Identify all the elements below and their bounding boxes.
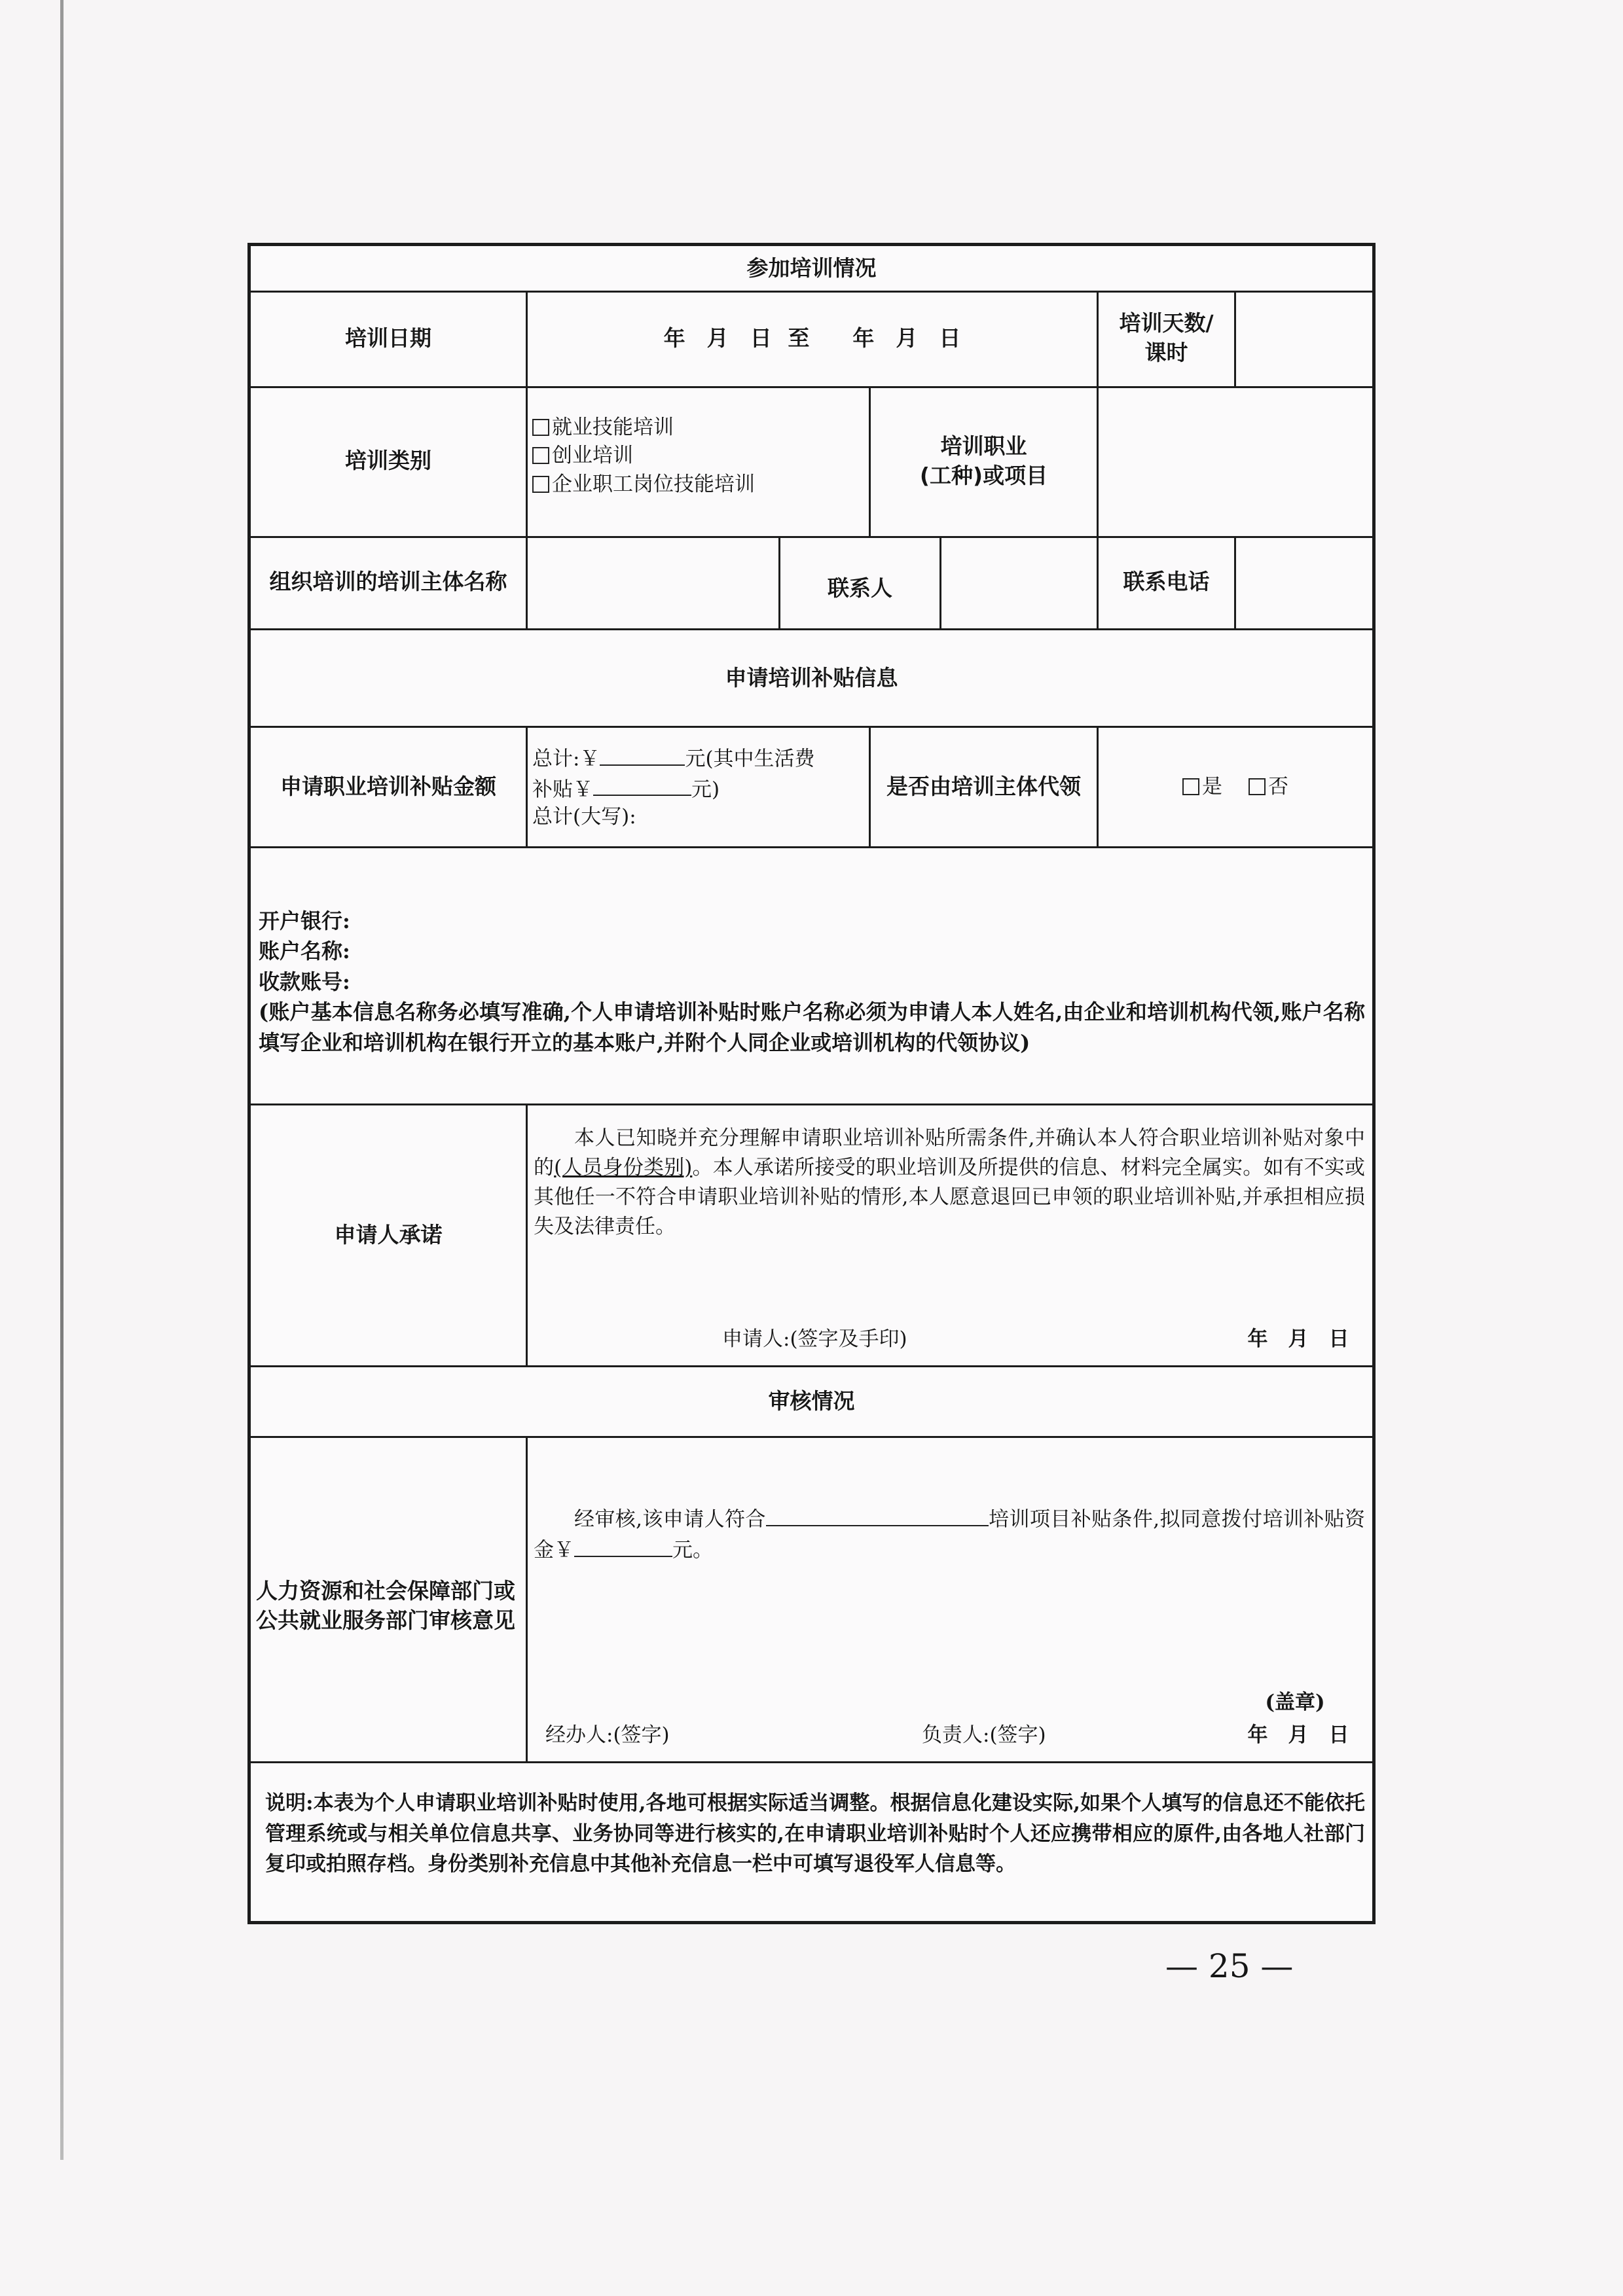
total-amount-input[interactable]	[600, 743, 685, 766]
section-title-review: 审核情况	[768, 1388, 855, 1414]
contact-label: 联系人	[828, 575, 892, 601]
training-occupation-label-line2: (工种)或项目	[919, 462, 1048, 488]
explanatory-note: 说明:本表为个人申请职业培训补贴时使用,各地可根据实际适当调整。根据信息化建设实际,如果个人填写的信息还不能依托管理系统或与相关单位信息共享、业务协同等进行核实的,在申请职业培训补贴时个人还应携带相应的原件,由各地人社部门复印或拍照存档。身份类别补充信息中其他补充信息一栏中可填写退役军人信息等。	[265, 1791, 1365, 1876]
checkbox-icon	[532, 476, 549, 493]
rule	[526, 1103, 528, 1365]
training-occupation-label	[871, 386, 1097, 536]
phone-field[interactable]	[1236, 536, 1372, 628]
pledge-date[interactable]: 年 月 日	[1247, 1327, 1349, 1351]
section-title-subsidy: 申请培训补贴信息	[725, 664, 898, 691]
training-date-label: 培训日期	[345, 325, 431, 351]
checkbox-icon	[532, 447, 549, 464]
training-subsidy-form	[247, 243, 1376, 1924]
binding-edge	[60, 0, 64, 2160]
contact-field[interactable]	[941, 536, 1097, 628]
training-days-label	[1099, 291, 1234, 386]
bank-account-block	[259, 848, 1365, 1103]
option-enterprise-post-skills[interactable]: 企业职工岗位技能培训	[532, 471, 755, 499]
rule	[526, 1436, 528, 1761]
responsible-signature[interactable]: 负责人:(签字)	[922, 1723, 1046, 1747]
approved-amount-input[interactable]	[574, 1534, 672, 1557]
page-number: — 25 —	[1165, 1947, 1294, 1985]
training-occupation-label-line1: 培训职业	[940, 433, 1027, 459]
bank-note: (账户基本信息名称务必填写准确,个人申请培训补贴时账户名称必须为申请人本人姓名,由企业和培训机构代领,账户名称填写企业和培训机构在银行开立的基本账户,并附个人同企业或培训机构的代领协议)	[259, 999, 1365, 1055]
review-date[interactable]: 年 月 日	[1247, 1723, 1349, 1747]
training-category-options	[532, 386, 869, 536]
training-days-label-line1: 培训天数/	[1119, 310, 1214, 336]
pledge-label: 申请人承诺	[334, 1222, 443, 1248]
living-subsidy-input[interactable]	[593, 774, 691, 797]
option-employment-skills[interactable]: 就业技能培训	[532, 414, 674, 442]
training-days-field[interactable]	[1236, 291, 1372, 386]
account-name-field[interactable]: 账户名称:	[259, 939, 350, 964]
rule	[526, 726, 528, 846]
bank-field[interactable]: 开户银行:	[259, 908, 350, 933]
subsidy-amount-fields: 总计:￥ 元(其中生活费 补贴￥ 元) 总计(大写):	[532, 728, 869, 846]
applicant-signature[interactable]: 申请人:(签字及手印)	[722, 1327, 907, 1351]
section-title-training: 参加培训情况	[746, 255, 877, 281]
option-entrepreneurship[interactable]: 创业培训	[532, 442, 633, 470]
checkbox-icon	[1249, 778, 1266, 795]
checkbox-icon	[532, 419, 549, 436]
proxy-collect-options	[1099, 728, 1372, 846]
org-name-label: 组织培训的培训主体名称	[269, 569, 507, 595]
checkbox-icon	[1182, 778, 1199, 795]
proxy-no-option[interactable]: 否	[1249, 772, 1288, 801]
handler-signature[interactable]: 经办人:(签字)	[545, 1723, 670, 1747]
training-category-label: 培训类别	[345, 448, 431, 474]
training-days-label-line2: 课时	[1144, 340, 1188, 365]
review-label: 人力资源和社会保障部门或公共就业服务部门审核意见	[256, 1578, 515, 1633]
training-date-value[interactable]: 年 月 日 至 年 月 日	[663, 325, 961, 351]
phone-label: 联系电话	[1123, 569, 1210, 595]
subsidy-amount-label: 申请职业培训补贴金额	[280, 774, 496, 800]
training-occupation-field[interactable]	[1099, 386, 1372, 536]
account-number-field[interactable]: 收款账号:	[259, 969, 350, 994]
total-caps-field[interactable]: 总计(大写):	[532, 804, 636, 829]
review-text: 经审核,该申请人符合 培训项目补贴条件,拟同意拨付培训补贴资金￥ 元。	[534, 1438, 1365, 1569]
org-name-field[interactable]	[528, 536, 778, 628]
proxy-yes-option[interactable]: 是	[1182, 772, 1222, 801]
pledge-text: 本人已知晓并充分理解申请职业培训补贴所需条件,并确认本人符合职业培训补贴对象中的(人员身份类别)。本人承诺所接受的职业培训及所提供的信息、材料完全属实。如有不实或其他任一不符合申请职业培训补贴的情形,本人愿意退回已申领的职业培训补贴,并承担相应损失及法律责任。	[534, 1126, 1366, 1238]
identity-category[interactable]: (人员身份类别)	[554, 1155, 693, 1179]
project-input[interactable]	[766, 1503, 989, 1526]
seal-label: (盖章)	[1265, 1690, 1325, 1714]
proxy-collect-label: 是否由培训主体代领	[886, 774, 1081, 800]
